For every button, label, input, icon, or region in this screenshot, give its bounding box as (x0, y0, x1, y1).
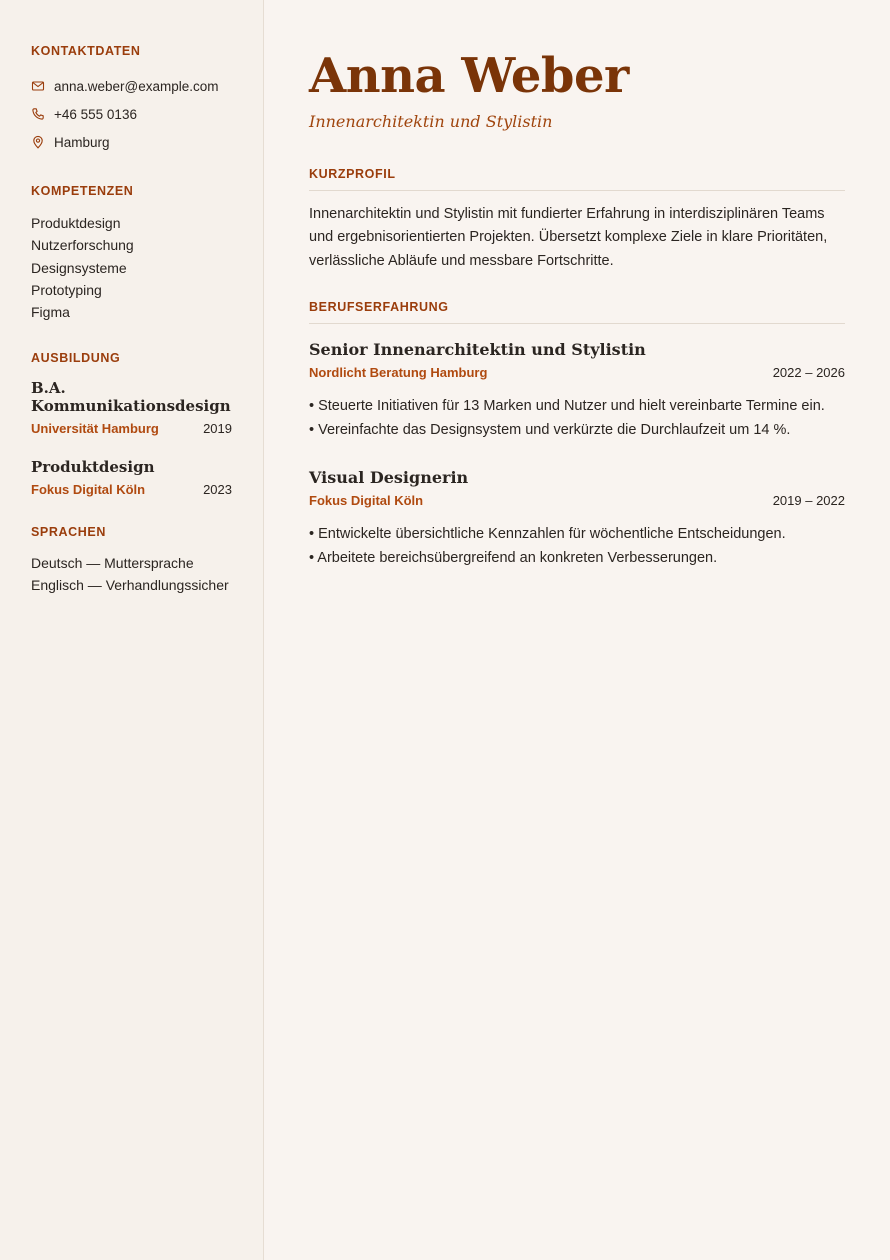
resume-header (309, 46, 845, 131)
profile-text: Innenarchitektin und Stylistin mit fundierter Erfahrung in interdisziplinären Teams und ergebnisorientierten Projekten. Übersetzt komplexe Ziele in klare Prioritäten, verlässliche Abläufe und messbare Fortschritte. (309, 206, 828, 269)
main-content (264, 0, 890, 1260)
skills-list (31, 212, 232, 323)
education-section (31, 351, 232, 497)
contact-section (31, 44, 232, 156)
bullet-item: • Vereinfachte das Designsystem und verkürzte die Durchlaufzeit um 14 %. (309, 421, 791, 438)
phone-text[interactable]: +46 555 0136 (54, 106, 137, 122)
location-pin-icon (31, 135, 45, 149)
contact-heading: KONTAKTDATEN (31, 44, 141, 58)
profile-heading: KURZPROFIL (309, 167, 845, 191)
school-name: Fokus Digital Köln (31, 482, 146, 498)
experience-section (309, 300, 845, 570)
sidebar (0, 0, 264, 1260)
graduation-year: 2023 (203, 482, 232, 498)
graduation-year: 2019 (203, 421, 232, 437)
location-text: Hamburg (54, 134, 110, 150)
contact-location (31, 128, 232, 156)
job-meta (309, 365, 845, 380)
language-item: Deutsch — Muttersprache (31, 555, 194, 572)
job-meta (309, 493, 845, 508)
bullet-item: • Entwickelte übersichtliche Kennzahlen für wöchentliche Entscheidungen. (309, 525, 786, 542)
company-name: Nordlicht Beratung Hamburg (309, 364, 488, 380)
job-subtitle: Innenarchitektin und Stylistin (309, 112, 553, 131)
email-text[interactable]: anna.weber@example.com (54, 78, 219, 94)
job-entry (309, 468, 845, 570)
job-title: Senior Innenarchitektin und Stylistin (309, 339, 646, 359)
skill-item: Prototyping (31, 281, 102, 298)
degree-title: B.A. Kommunikationsdesign (31, 379, 231, 416)
candidate-name: Anna Weber (309, 48, 629, 104)
bullet-item: • Steuerte Initiativen für 13 Marken und Nutzer und hielt vereinbarte Termine ein. (309, 397, 825, 414)
contact-email (31, 72, 232, 100)
languages-heading: SPRACHEN (31, 525, 106, 540)
skills-heading: KOMPETENZEN (31, 184, 134, 198)
company-name: Fokus Digital Köln (309, 492, 424, 508)
mail-icon (31, 79, 45, 93)
bullet-item: • Arbeitete bereichsübergreifend an konkreten Verbesserungen. (309, 549, 718, 566)
experience-heading: BERUFSERFAHRUNG (309, 300, 845, 324)
job-dates: 2022 – 2026 (772, 364, 845, 380)
profile-section (309, 167, 845, 273)
skill-item: Produktdesign (31, 215, 121, 231)
job-bullets (309, 394, 845, 442)
phone-icon (31, 107, 45, 121)
contact-phone (31, 100, 232, 128)
languages-list (31, 553, 232, 596)
school-name: Universität Hamburg (31, 421, 159, 437)
degree-title: Produktdesign (31, 458, 155, 477)
job-dates: 2019 – 2022 (772, 492, 845, 508)
skill-item: Nutzerforschung (31, 237, 134, 254)
contact-list (31, 72, 232, 156)
job-title: Visual Designerin (309, 467, 469, 487)
language-item: Englisch — Verhandlungssicher (31, 576, 229, 593)
job-bullets (309, 522, 845, 570)
skill-item: Designsysteme (31, 259, 127, 276)
education-meta (31, 421, 232, 436)
education-item (31, 458, 232, 497)
education-meta (31, 482, 232, 497)
skill-item: Figma (31, 304, 70, 321)
education-heading: AUSBILDUNG (31, 351, 121, 366)
skills-section (31, 184, 232, 323)
languages-section (31, 525, 232, 596)
education-item (31, 379, 232, 436)
job-entry (309, 340, 845, 442)
